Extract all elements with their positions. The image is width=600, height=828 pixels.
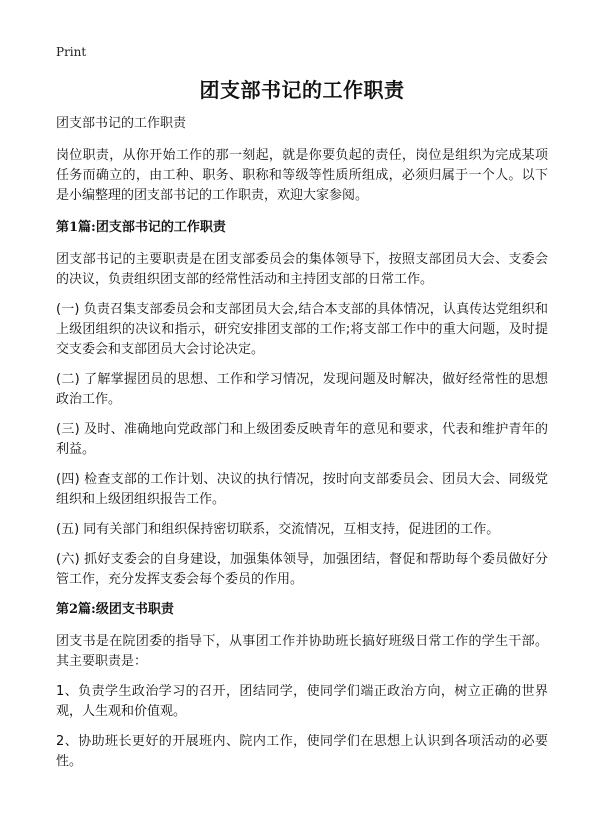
section-paragraph: 1、负责学生政治学习的召开，团结同学，使同学们端正政治方向，树立正确的世界观，人生观和价值观。 <box>56 684 548 719</box>
section-heading: 第1篇:团支部书记的工作职责 <box>56 220 226 235</box>
document-title: 团支部书记的工作职责 <box>199 78 405 102</box>
section-paragraph: (四) 检查支部的工作计划、决议的执行情况，按时向支部委员会、团员大会、同级党组织和上级团组织报告工作。 <box>56 472 548 507</box>
section-heading: 第2篇:级团支书职责 <box>56 602 174 617</box>
section-paragraph: (二) 了解掌握团员的思想、工作和学习情况，发现问题及时解决，做好经常性的思想政治工作。 <box>56 372 548 407</box>
section-2 <box>56 600 548 772</box>
section-paragraph: (三) 及时、准确地向党政部门和上级团委反映青年的意见和要求，代表和维护青年的利益。 <box>56 422 548 457</box>
section-paragraph: 团支书是在院团委的指导下，从事团工作并协助班长搞好班级日常工作的学生干部。其主要职责是： <box>56 634 548 669</box>
intro-paragraph: 岗位职责，从你开始工作的那一刻起，就是你要负起的责任，岗位是组织为完成某项任务而确立的，由工种、职务、职称和等级等性质所组成，必须归属于一个人。以下是小编整理的团支部书记的工作职责，欢迎大家参阅。 <box>56 148 548 203</box>
section-paragraph: (五) 同有关部门和组织保持密切联系，交流情况，互相支持，促进团的工作。 <box>56 522 500 537</box>
section-paragraph: 2、协助班长更好的开展班内、院内工作，使同学们在思想上认识到各项活动的必要性。 <box>56 734 548 769</box>
section-1 <box>56 218 548 590</box>
print-label: Print <box>56 45 87 59</box>
intro-block <box>56 146 548 206</box>
section-paragraph: (一) 负责召集支部委员会和支部团员大会,结合本支部的具体情况，认真传达党组织和上级团组织的决议和指示，研究安排团支部的工作;将支部工作中的重大问题，及时提交支委会和支部团员大会讨论决定。 <box>56 302 548 357</box>
section-paragraph: (六) 抓好支委会的自身建设，加强集体领导，加强团结，督促和帮助每个委员做好分管工作，充分发挥支委会每个委员的作用。 <box>56 552 548 587</box>
section-paragraph: 团支部书记的主要职责是在团支部委员会的集体领导下，按照支部团员大会、支委会的决议，负责组织团支部的经常性活动和主持团支部的日常工作。 <box>56 252 548 287</box>
document-subtitle: 团支部书记的工作职责 <box>56 116 187 131</box>
